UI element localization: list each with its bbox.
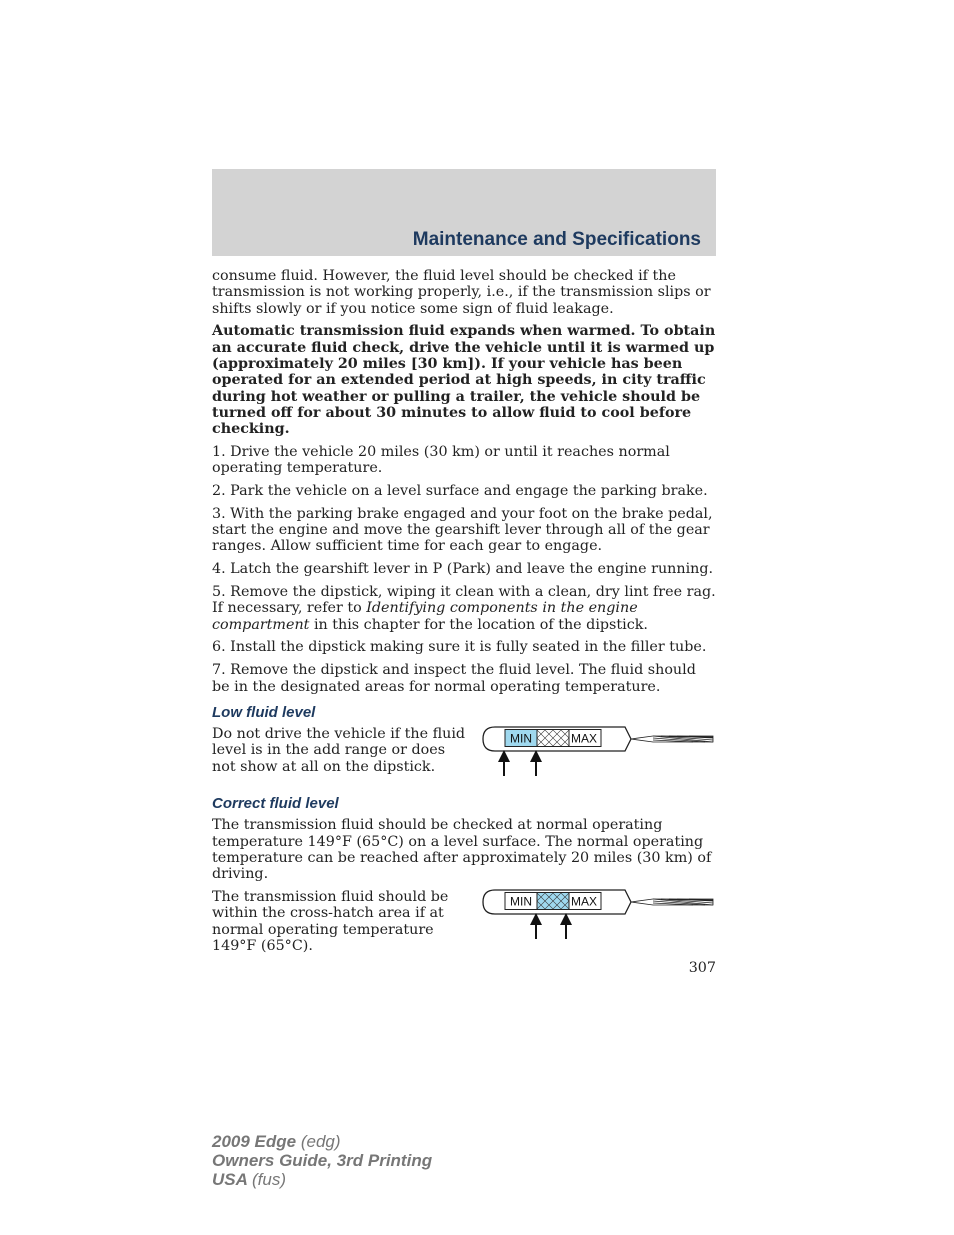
level-arrow [560, 913, 572, 939]
cross-hatch-area [537, 730, 569, 747]
footer-model: 2009 Edge [212, 1132, 297, 1151]
level-arrow [530, 913, 542, 939]
warning-paragraph: Automatic transmission fluid expands when warmed. To obtain an accurate fluid check, drive the vehicle until it is warmed up (approximately 20 miles [30 km]). If your vehicle has been operated for an extended period at high speeds, in city traffic during hot weather or pulling a trailer, the vehicle should be turned off for about 30 minutes to allow fluid to cool before checking. [212, 323, 716, 438]
step-5-text-b: in this chapter for the location of the dipstick. [309, 616, 648, 633]
max-label: MAX [570, 894, 598, 909]
footer-market-code: (fus) [252, 1170, 286, 1189]
step-2: 2. Park the vehicle on a level surface and engage the parking brake. [212, 483, 708, 500]
footer [212, 1132, 432, 1189]
correct-fluid-section [212, 889, 717, 961]
low-fluid-section [212, 726, 717, 782]
level-arrow [530, 750, 542, 776]
step-4: 4. Latch the gearshift lever in P (Park) and leave the engine running. [212, 561, 714, 578]
page-number: 307 [688, 960, 716, 976]
step-5 [212, 584, 717, 633]
level-arrow [498, 750, 510, 776]
step-5-text-a: 5. Remove the dipstick, wiping it clean with a clean, dry lint free rag. If necessary, refer to [212, 584, 716, 617]
step-7: 7. Remove the dipstick and inspect the fluid level. The fluid should be in the designated areas for normal operating temperature. [212, 662, 696, 695]
dipstick-wire [631, 736, 713, 742]
footer-model-code: (edg) [300, 1132, 341, 1151]
header-band [212, 169, 716, 256]
footer-line-3 [212, 1170, 432, 1189]
cross-hatch-area [537, 893, 569, 910]
footer-market: USA [212, 1170, 248, 1189]
page-content [212, 268, 717, 961]
step-6: 6. Install the dipstick making sure it is fully seated in the filler tube. [212, 639, 707, 656]
correct-fluid-heading: Correct fluid level [212, 795, 339, 813]
low-fluid-text: Do not drive the vehicle if the fluid level is in the add range or does not show at all on the dipstick. [212, 726, 466, 775]
dipstick-wire [631, 899, 713, 905]
low-fluid-heading: Low fluid level [212, 703, 316, 721]
dipstick-correct-diagram [477, 889, 717, 945]
max-label: MAX [570, 731, 598, 746]
footer-line-1 [212, 1132, 432, 1151]
step-1: 1. Drive the vehicle 20 miles (30 km) or until it reaches normal operating temperature. [212, 443, 670, 477]
min-label: MIN [510, 731, 532, 746]
min-label: MIN [510, 894, 532, 909]
section-title: Maintenance and Specifications [412, 229, 701, 250]
intro-paragraph: consume fluid. However, the fluid level should be checked if the transmission is not working properly, i.e., if the transmission slips or shifts slowly or if you notice some sign of fluid leakage. [212, 268, 711, 317]
step-5-reference: Identifying components in the engine compartment [212, 600, 638, 633]
correct-fluid-text-1: The transmission fluid should be checked at normal operating temperature 149°F (65°C) on a level surface. The normal operating temperature can be reached after approximately 20 miles (30 km) of driving. [212, 817, 712, 883]
correct-fluid-text-2: The transmission fluid should be within the cross-hatch area if at normal operating temperature 149°F (65°C). [212, 889, 449, 954]
dipstick-low-diagram [477, 726, 717, 782]
step-3: 3. With the parking brake engaged and your foot on the brake pedal, start the engine and move the gearshift lever through all of the gear ranges. Allow sufficient time for each gear to engage. [212, 505, 713, 555]
footer-guide: Owners Guide, 3rd Printing [212, 1151, 433, 1170]
